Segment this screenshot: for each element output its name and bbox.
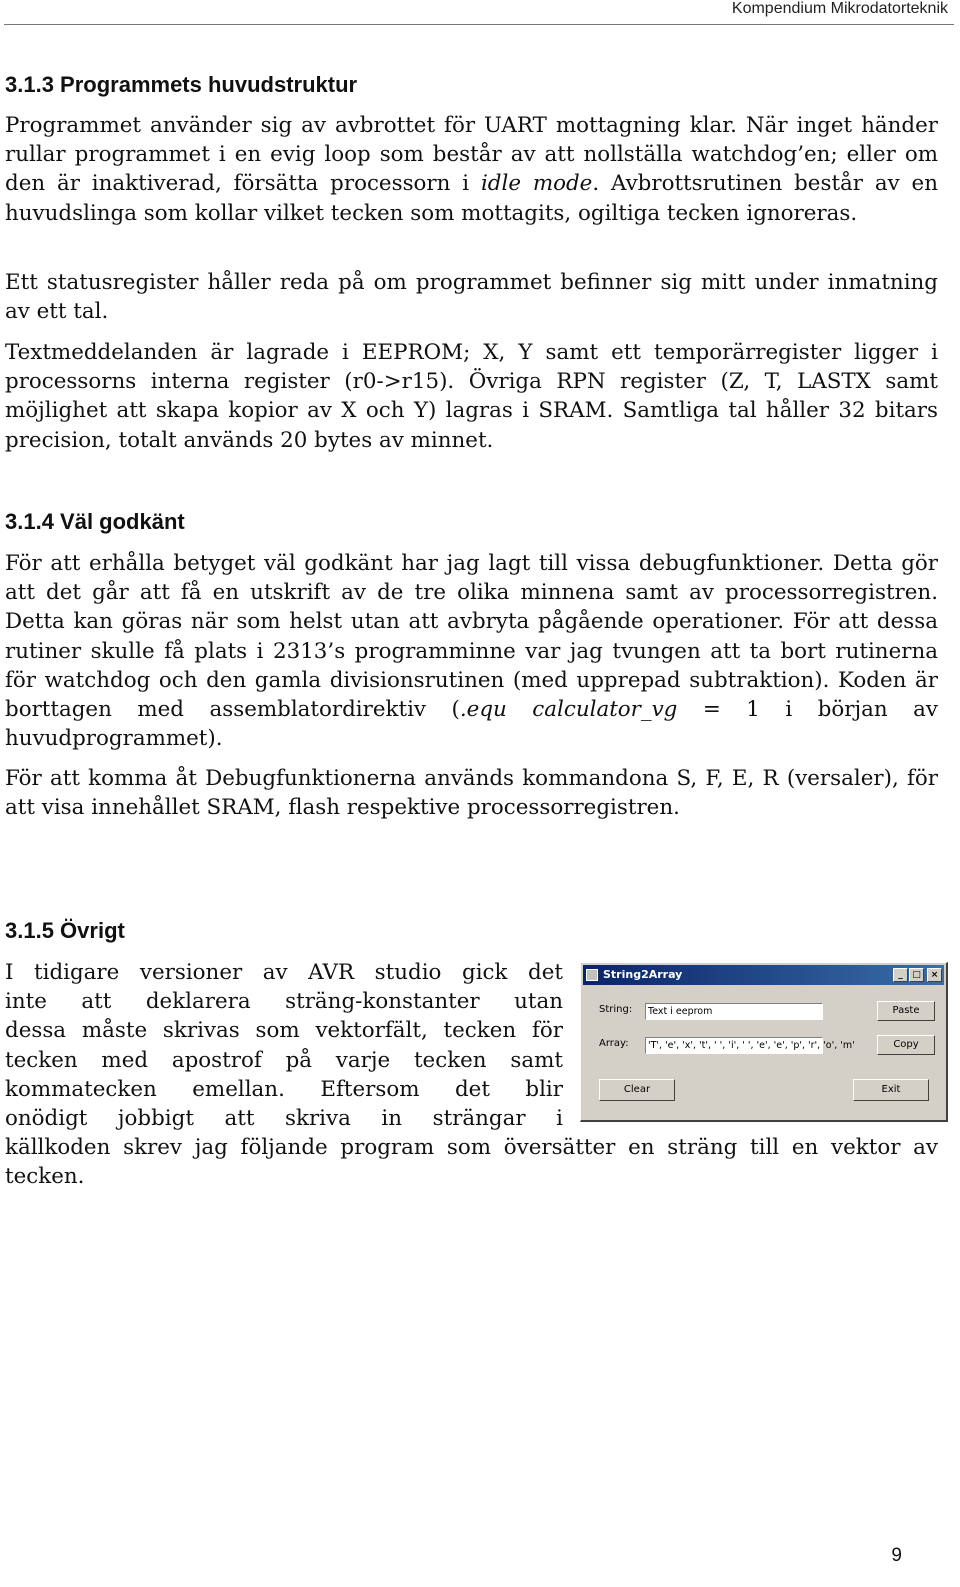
minimize-icon[interactable]: _ <box>893 968 908 982</box>
paragraph-program-structure <box>5 111 938 228</box>
heading-3-1-3: 3.1.3 Programmets huvudstruktur <box>5 72 358 97</box>
paragraph-line: tecken med apostrof på varje tecken samt <box>5 1047 563 1073</box>
heading-3-1-4: 3.1.4 Väl godkänt <box>5 509 185 534</box>
string-label: String: <box>599 1004 633 1015</box>
dialog-titlebar <box>583 965 944 985</box>
array-label: Array: <box>599 1038 629 1049</box>
paragraph-debug-commands: För att komma åt Debugfunktionerna används kommandona S, F, E, R (versaler), för att visa innehållet SRAM, flash respektive processorregistren. <box>5 766 938 821</box>
paragraph-text-messages: Textmeddelanden är lagrade i EEPROM; X, Y samt ett temporärregister ligger i processorns interna register (r0->r15). Övriga RPN register (Z, T, LASTX samt möjlighet att skapa kopior av X och Y) lagras i SRAM. Samtliga tal håller 32 bitars precision, totalt används 20 bytes av minnet. <box>5 340 938 453</box>
maximize-icon[interactable]: □ <box>909 968 924 982</box>
close-icon[interactable]: × <box>927 968 942 982</box>
header-rule <box>4 24 954 25</box>
heading-3-1-5: 3.1.5 Övrigt <box>5 918 125 943</box>
paragraph-text: För att erhålla betyget väl godkänt har jag lagt till vissa debugfunktioner. Detta gör att det går att få en utskrift av de tre olika minnena samt av processorregistren. Detta kan göras när som helst utan att avbryta pågående operationer. För att dessa rutiner skulle få plats i 2313’s programminne var jag tvungen att ta bort rutinerna för watchdog och den gamla divisionsrutinen (med upprepad subtraktion). Koden är borttagen med assemblatordirektiv ( <box>5 551 938 723</box>
italic-term: idle mode <box>480 171 593 197</box>
page-number: 9 <box>891 1545 902 1566</box>
paragraph-line: inte att deklarera sträng-konstanter utan <box>5 989 563 1015</box>
dialog-title: String2Array <box>603 968 683 981</box>
copy-button[interactable]: Copy <box>877 1035 935 1055</box>
paragraph-text: . Avbrottsrutinen består av en huvudslinga som kollar vilket tecken som mottagits, ogiltiga tecken ignoreras. <box>5 171 938 226</box>
paragraph-line: kommatecken emellan. Eftersom det blir <box>5 1076 563 1102</box>
paragraph-text: = 1 i början av huvudprogrammet). <box>5 697 938 752</box>
clear-button[interactable]: Clear <box>599 1079 675 1101</box>
paragraph-debug-functions <box>5 549 938 753</box>
array-input[interactable]: 'T', 'e', 'x', 't', ' ', 'i', ' ', 'e', 'e', 'p', 'r', 'o', 'm' <box>645 1037 823 1054</box>
string2array-dialog <box>580 962 948 1122</box>
string-input[interactable]: Text i eeprom <box>645 1003 823 1020</box>
app-icon <box>586 969 598 981</box>
italic-code: .equ calculator_vg <box>459 697 678 723</box>
paragraph-text: Programmet använder sig av avbrottet för UART mottagning klar. När inget händer rullar programmet i en evig loop som består av att nollställa watchdog’en; eller om den är inaktiverad, försätta processorn i <box>5 113 938 197</box>
running-header: Kompendium Mikrodatorteknik <box>731 0 948 17</box>
paragraph-line: dessa måste skrivas som vektorfält, tecken för <box>5 1018 563 1044</box>
paragraph-line: I tidigare versioner av AVR studio gick det <box>5 960 563 985</box>
paragraph-tail: källkoden skrev jag följande program som översätter en sträng till en vektor av tecken. <box>5 1135 938 1190</box>
paragraph-line: onödigt jobbigt att skriva in strängar i <box>5 1106 563 1131</box>
exit-button[interactable]: Exit <box>853 1079 929 1101</box>
paste-button[interactable]: Paste <box>877 1001 935 1021</box>
paragraph-status-register: Ett statusregister håller reda på om programmet befinner sig mitt under inmatning av ett tal. <box>5 270 938 325</box>
